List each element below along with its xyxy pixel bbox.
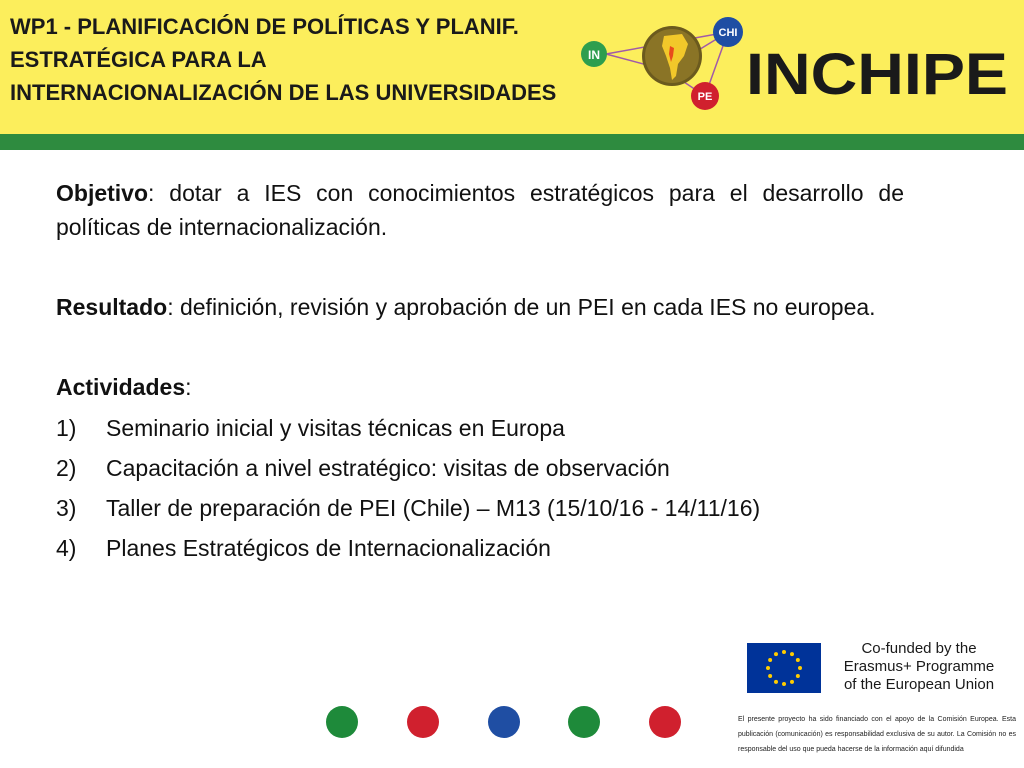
resultado-label: Resultado xyxy=(56,294,168,320)
list-item xyxy=(56,408,904,448)
eu-star xyxy=(768,674,772,678)
list-item-number: 2) xyxy=(56,455,77,481)
node-in-label: IN xyxy=(588,48,600,62)
node-pe-label: PE xyxy=(697,91,713,103)
eu-star xyxy=(768,658,772,662)
slide-header xyxy=(0,0,1024,134)
eu-star xyxy=(774,680,778,684)
list-item xyxy=(56,448,904,488)
eu-star xyxy=(798,666,802,670)
globe-icon xyxy=(642,26,702,86)
resultado-paragraph xyxy=(56,290,904,324)
objetivo-text: : dotar a IES con conocimientos estratégicos para el desarrollo de políticas de internacionalización. xyxy=(56,180,904,240)
actividades-heading xyxy=(56,370,904,404)
red-dot xyxy=(649,706,681,738)
green-dot xyxy=(326,706,358,738)
erasmus-cofunded-text xyxy=(834,640,1004,694)
node-chi xyxy=(713,17,743,47)
eu-star xyxy=(790,680,794,684)
node-pe xyxy=(691,82,719,110)
funding-disclaimer: El presente proyecto ha sido financiado con el apoyo de la Comisión Europea. Esta publicación (comunicación) es responsabilidad exclusiva de su autor. La Comisión no es responsable del uso que pueda hacerse de la información aquí difundida xyxy=(738,716,1016,753)
eu-line-2: Erasmus+ Programme xyxy=(843,658,995,675)
eu-star xyxy=(796,658,800,662)
eu-star xyxy=(774,652,778,656)
eu-line-1: Co-funded by the xyxy=(861,640,977,657)
title-line-1: WP1 - PLANIFICACIÓN DE POLÍTICAS Y PLANIF. xyxy=(10,14,519,39)
list-item-text: Taller de preparación de PEI (Chile) – M13 (15/10/16 - 14/11/16) xyxy=(106,495,761,521)
list-item-text: Seminario inicial y visitas técnicas en Europa xyxy=(106,415,565,441)
eu-star xyxy=(796,674,800,678)
blue-dot xyxy=(488,706,520,738)
green-dot xyxy=(568,706,600,738)
title-line-2: ESTRATÉGICA PARA LA xyxy=(10,47,267,72)
list-item-text: Capacitación a nivel estratégico: visitas de observación xyxy=(106,455,670,481)
resultado-text: : definición, revisión y aprobación de un PEI en cada IES no europea. xyxy=(167,294,876,320)
eu-star xyxy=(766,666,770,670)
red-dot xyxy=(407,706,439,738)
eu-line-3: of the European Union xyxy=(843,676,995,693)
objetivo-label: Objetivo xyxy=(56,180,149,206)
list-item xyxy=(56,528,904,568)
eu-star xyxy=(782,650,786,654)
eu-star xyxy=(790,652,794,656)
node-chi-label: CHI xyxy=(718,27,738,39)
actividades-colon: : xyxy=(185,374,192,400)
list-item xyxy=(56,488,904,528)
eu-flag-icon xyxy=(747,643,821,693)
list-item-number: 4) xyxy=(56,535,77,561)
title-line-3: INTERNACIONALIZACIÓN DE LAS UNIVERSIDADES xyxy=(10,80,557,105)
decorative-dots xyxy=(326,706,686,740)
inchipe-wordmark xyxy=(746,36,1016,106)
eu-star xyxy=(782,682,786,686)
slide-body xyxy=(56,176,904,568)
wordmark-text: INCHIPE xyxy=(746,42,1008,106)
inchipe-network-logo xyxy=(578,12,748,122)
list-item-text: Planes Estratégicos de Internacionalización xyxy=(106,535,551,561)
objetivo-paragraph xyxy=(56,176,904,244)
actividades-label: Actividades xyxy=(56,374,186,400)
node-in xyxy=(581,41,607,67)
activities-list xyxy=(56,408,904,568)
list-item-number: 3) xyxy=(56,495,77,521)
list-item-number: 1) xyxy=(56,415,77,441)
slide-title xyxy=(10,10,610,109)
header-stripe xyxy=(0,134,1024,150)
